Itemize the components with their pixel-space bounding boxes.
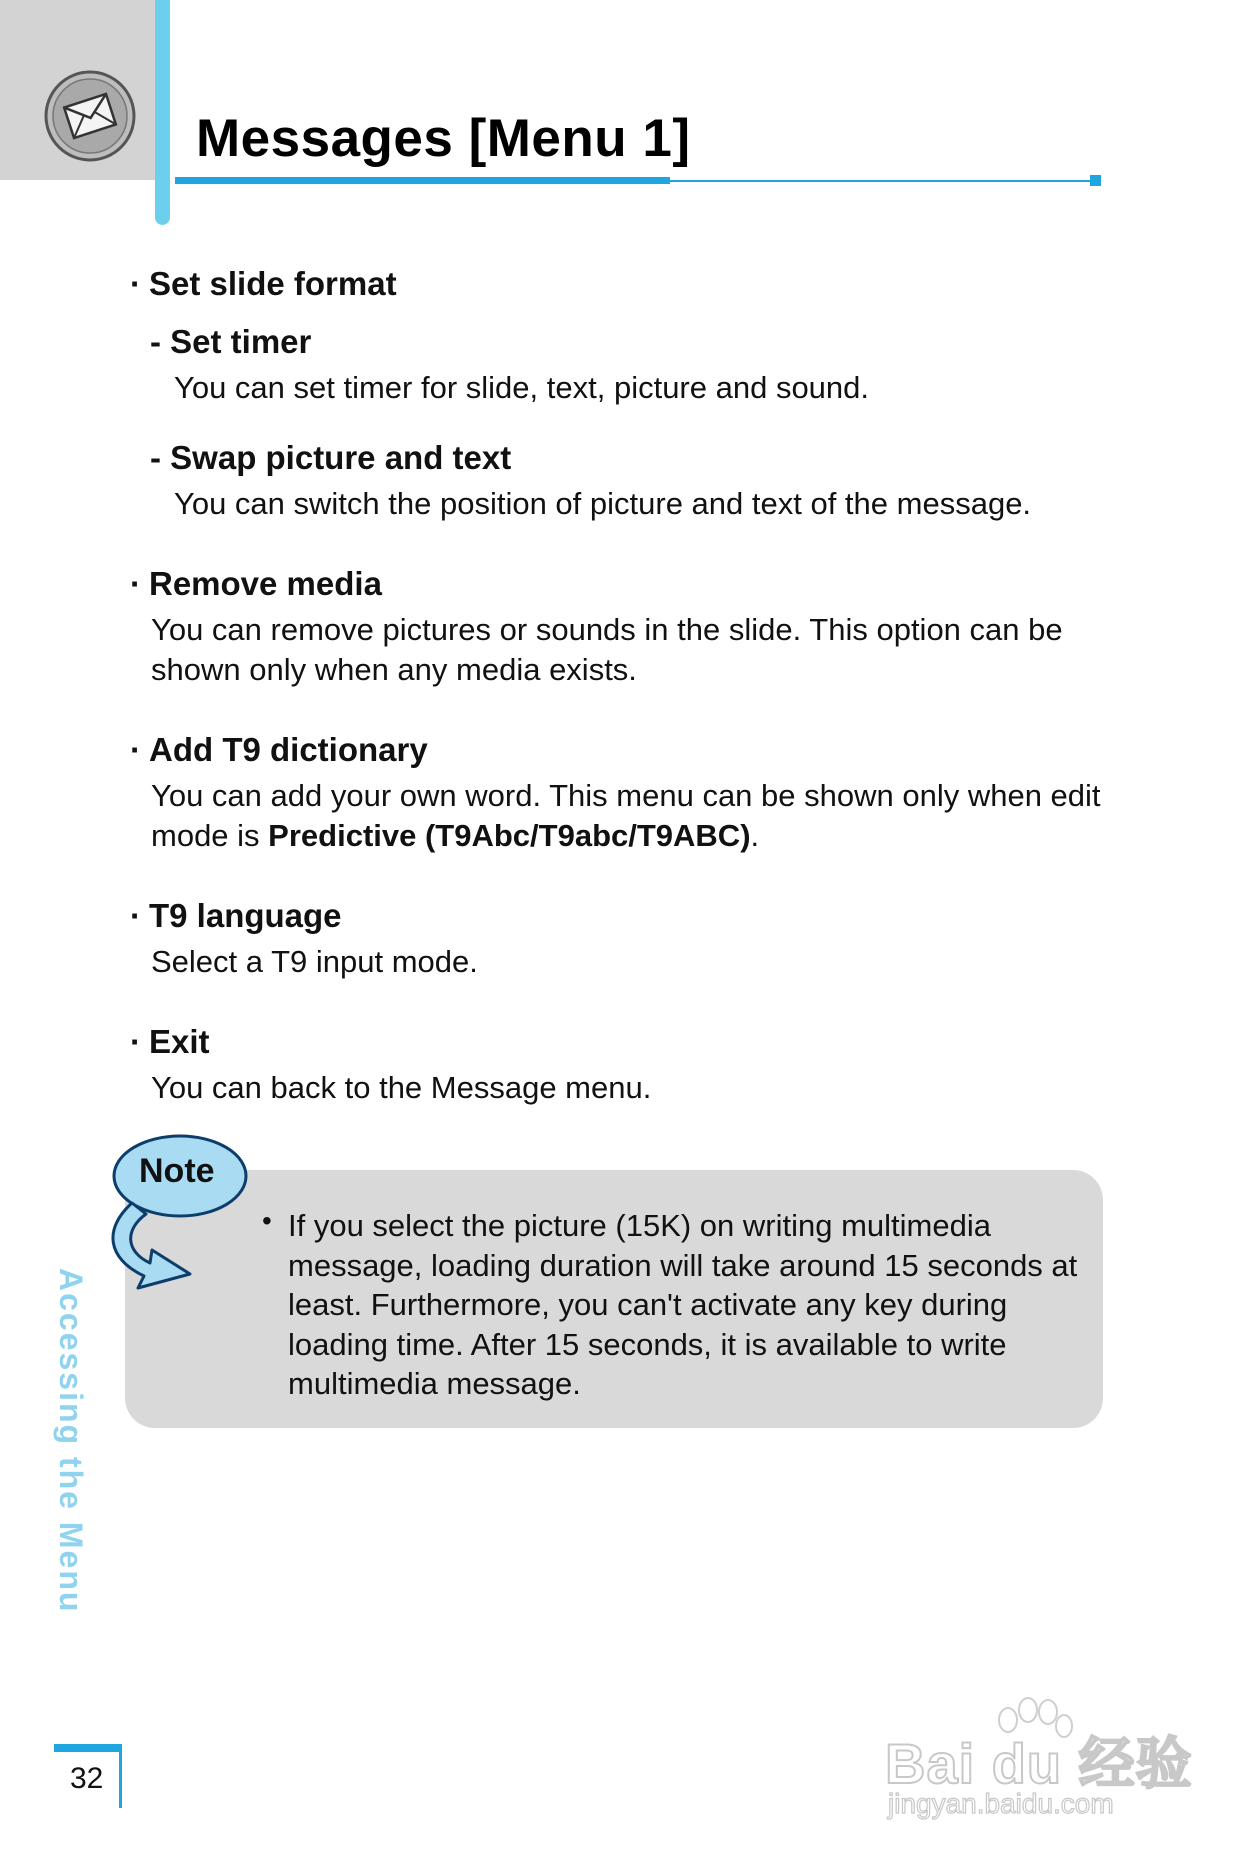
subsection-text: You can set timer for slide, text, picture and sound. bbox=[174, 370, 870, 405]
envelope-icon bbox=[42, 68, 138, 164]
section-remove-media bbox=[130, 562, 1110, 690]
section-text: You can add your own word. This menu can be shown only when edit mode is Predictive (T9Abc/T9abc/T9ABC). bbox=[151, 778, 1101, 853]
bullet: · bbox=[130, 265, 141, 302]
section-t9-language bbox=[130, 894, 1110, 982]
predictive-mode: Predictive (T9Abc/T9abc/T9ABC) bbox=[268, 818, 751, 853]
side-section-label: Accessing the Menu bbox=[53, 1268, 89, 1614]
section-heading: Set slide format bbox=[149, 265, 397, 302]
section-heading: Exit bbox=[149, 1023, 210, 1060]
subsection-heading: - Set timer bbox=[150, 323, 312, 360]
note-label: Note bbox=[139, 1152, 215, 1190]
bullet: · bbox=[130, 897, 141, 934]
subsection-swap-picture-text bbox=[130, 436, 1110, 524]
section-heading: T9 language bbox=[149, 897, 342, 934]
title-rule-thin bbox=[670, 180, 1090, 182]
page-number-bar bbox=[54, 1744, 122, 1752]
subsection-heading: - Swap picture and text bbox=[150, 439, 512, 476]
content bbox=[130, 262, 1110, 1146]
watermark-logo-text: Bai du 经验 bbox=[885, 1732, 1193, 1795]
section-text: You can remove pictures or sounds in the slide. This option can be shown only when any media exists. bbox=[151, 612, 1063, 687]
section-heading: Add T9 dictionary bbox=[149, 731, 428, 768]
section-text: You can back to the Message menu. bbox=[151, 1070, 652, 1105]
title-rule-end bbox=[1090, 175, 1101, 186]
page-number: 32 bbox=[70, 1762, 104, 1795]
section-set-slide-format bbox=[130, 262, 1110, 524]
section-text: Select a T9 input mode. bbox=[151, 944, 478, 979]
section-exit bbox=[130, 1020, 1110, 1108]
watermark-url: jingyan.baidu.com bbox=[888, 1788, 1114, 1819]
section-heading: Remove media bbox=[149, 565, 382, 602]
bullet: · bbox=[130, 731, 141, 768]
bullet: · bbox=[130, 1023, 141, 1060]
bullet: · bbox=[130, 565, 141, 602]
subsection-text: You can switch the position of picture and text of the message. bbox=[174, 486, 1032, 521]
note-text: If you select the picture (15K) on writing multimedia message, loading duration will take around 15 seconds at least. Furthermore, you can't activate any key during loading time. After 15 seconds, it is available to write multimedia message. bbox=[288, 1208, 1078, 1401]
header-accent-bar bbox=[155, 0, 170, 225]
page-number-line bbox=[119, 1752, 122, 1808]
page-title: Messages [Menu 1] bbox=[196, 109, 691, 168]
note-bullet: • bbox=[262, 1205, 272, 1236]
title-rule bbox=[175, 177, 670, 184]
subsection-set-timer bbox=[130, 320, 1110, 408]
section-add-t9-dictionary bbox=[130, 728, 1110, 856]
